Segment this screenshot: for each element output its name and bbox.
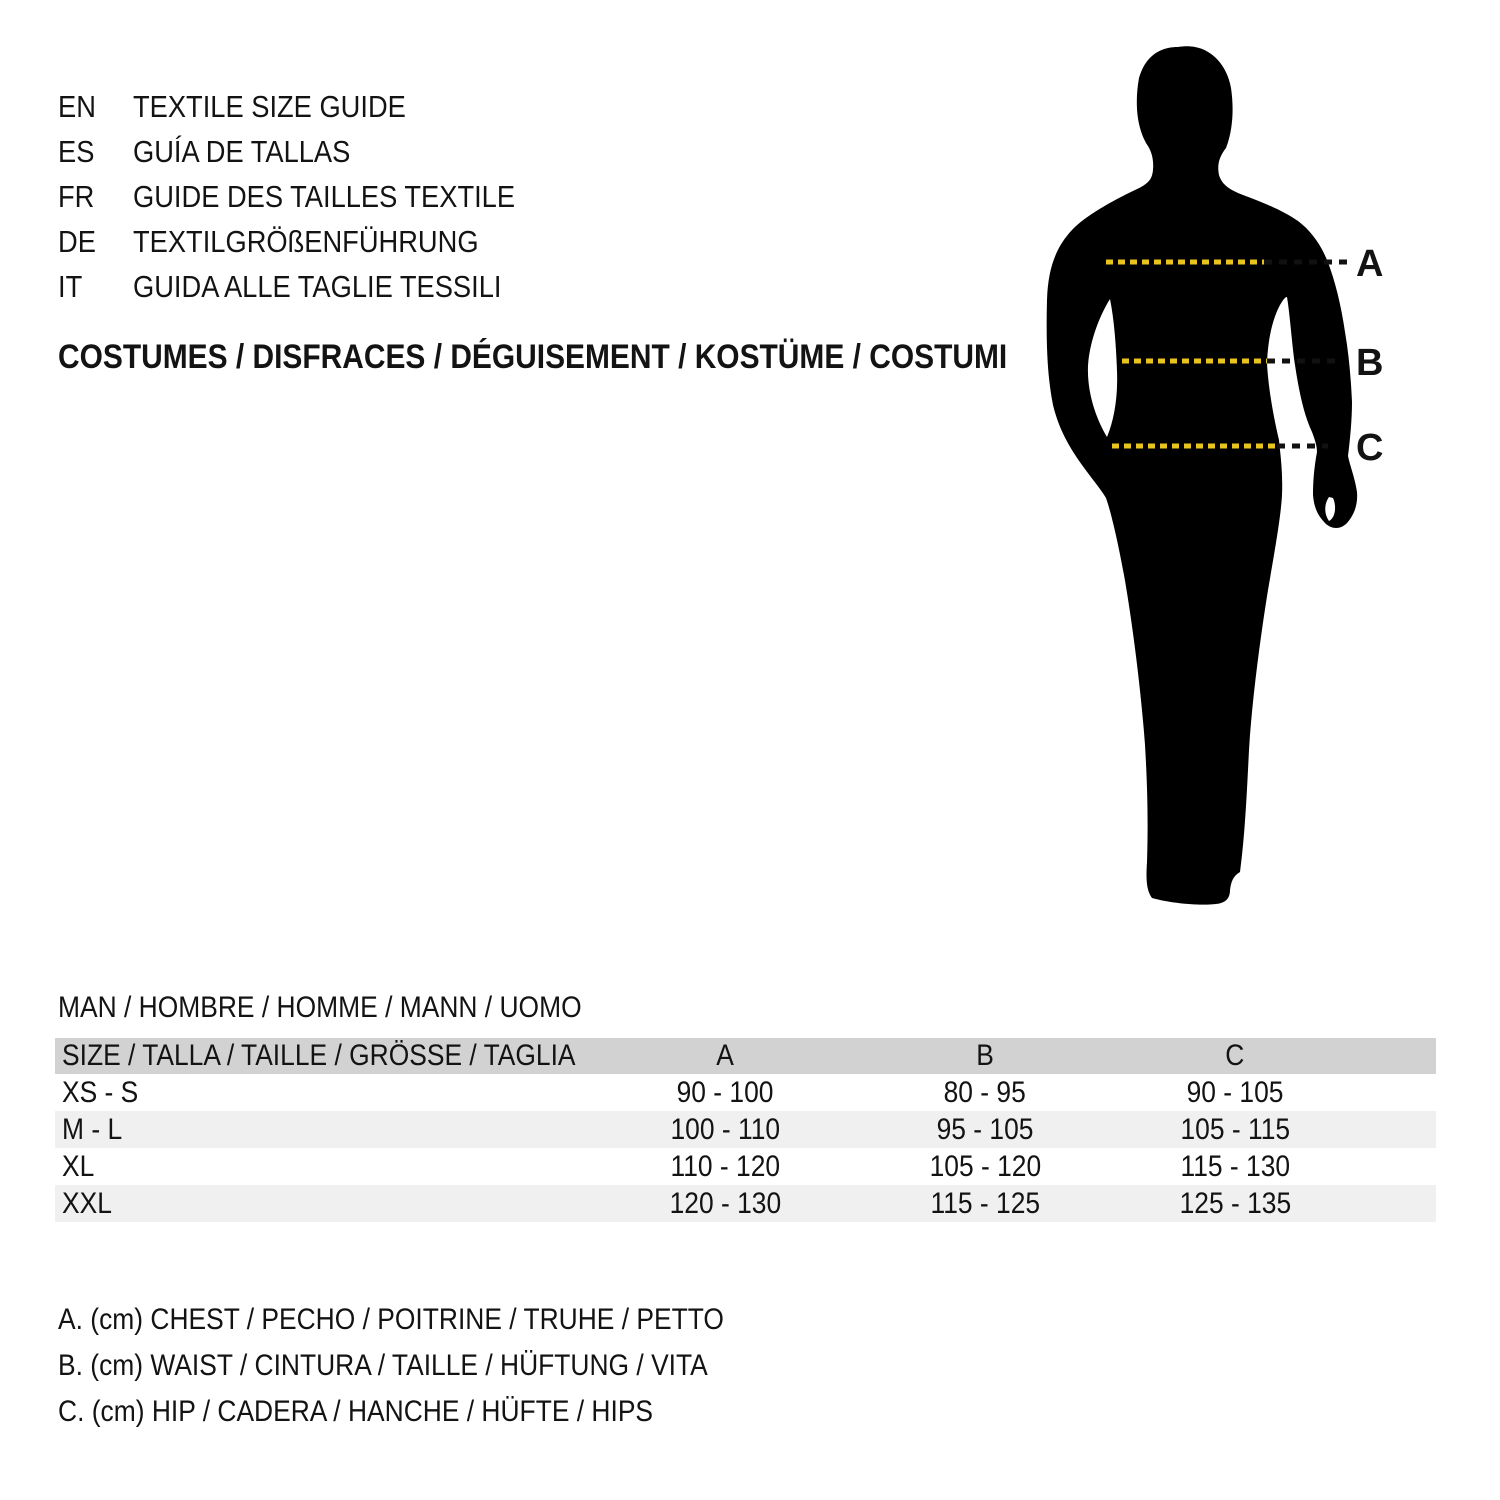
- row-c: 90 - 105: [1186, 1075, 1284, 1109]
- header-col-a: A: [716, 1039, 734, 1072]
- lang-label-it: GUIDA ALLE TAGLIE TESSILI: [133, 269, 502, 304]
- header-col-c: C: [1225, 1039, 1245, 1072]
- row-size: XL: [62, 1149, 95, 1183]
- lang-code-it: IT: [58, 269, 83, 304]
- lang-row-fr: [58, 174, 567, 219]
- header-size-col: SIZE / TALLA / TAILLE / GRÖSSE / TAGLIA: [62, 1039, 576, 1072]
- lang-row-it: [58, 264, 567, 309]
- lang-row-es: [58, 129, 567, 174]
- lang-row-en: [58, 84, 567, 129]
- header-col-b: B: [976, 1039, 994, 1072]
- lang-code-es: ES: [58, 134, 95, 169]
- row-size: XS - S: [62, 1075, 139, 1109]
- row-size: XXL: [62, 1186, 112, 1220]
- lang-code-en: EN: [58, 89, 96, 124]
- row-a: 120 - 130: [669, 1186, 781, 1220]
- lang-label-fr: GUIDE DES TAILLES TEXTILE: [133, 179, 516, 214]
- row-size: M - L: [62, 1112, 123, 1146]
- table-row-xs-s: [55, 1074, 1436, 1111]
- row-c: 115 - 130: [1180, 1149, 1290, 1183]
- row-a: 90 - 100: [676, 1075, 774, 1109]
- lang-code-fr: FR: [58, 179, 95, 214]
- row-b: 80 - 95: [943, 1075, 1027, 1109]
- table-row-xxl: [55, 1185, 1436, 1222]
- lang-label-es: GUÍA DE TALLAS: [133, 134, 351, 169]
- row-b: 105 - 120: [929, 1149, 1041, 1183]
- legend-chest: A. (cm) CHEST / PECHO / POITRINE / TRUHE / PETTO: [58, 1303, 724, 1336]
- size-table-header: [55, 1038, 1436, 1074]
- legend-waist: B. (cm) WAIST / CINTURA / TAILLE / HÜFTUNG / VITA: [58, 1349, 708, 1382]
- row-c: 105 - 115: [1180, 1112, 1290, 1146]
- row-b: 95 - 105: [936, 1112, 1034, 1146]
- lang-label-de: TEXTILGRÖßENFÜHRUNG: [133, 224, 479, 259]
- man-silhouette: [1047, 46, 1357, 904]
- size-table: [55, 1038, 1436, 1222]
- row-a: 100 - 110: [670, 1112, 780, 1146]
- lang-label-en: TEXTILE SIZE GUIDE: [133, 89, 406, 124]
- row-a: 110 - 120: [670, 1149, 780, 1183]
- table-row-m-l: [55, 1111, 1436, 1148]
- lang-code-de: DE: [58, 224, 96, 259]
- category-line: COSTUMES / DISFRACES / DÉGUISEMENT / KOSTÜME / COSTUMI: [58, 338, 1008, 376]
- man-silhouette-svg: [1030, 40, 1390, 920]
- measurement-figure: [1030, 40, 1390, 920]
- figure-label-b: B: [1356, 342, 1384, 384]
- lang-row-de: [58, 219, 567, 264]
- section-title: MAN / HOMBRE / HOMME / MANN / UOMO: [58, 991, 582, 1024]
- row-b: 115 - 125: [930, 1186, 1040, 1220]
- measurement-legend: [58, 1297, 815, 1435]
- figure-label-a: A: [1356, 243, 1384, 285]
- table-row-xl: [55, 1148, 1436, 1185]
- row-c: 125 - 135: [1179, 1186, 1291, 1220]
- figure-label-c: C: [1356, 427, 1384, 469]
- language-title-list: [58, 84, 567, 309]
- legend-hip: C. (cm) HIP / CADERA / HANCHE / HÜFTE / HIPS: [58, 1395, 654, 1428]
